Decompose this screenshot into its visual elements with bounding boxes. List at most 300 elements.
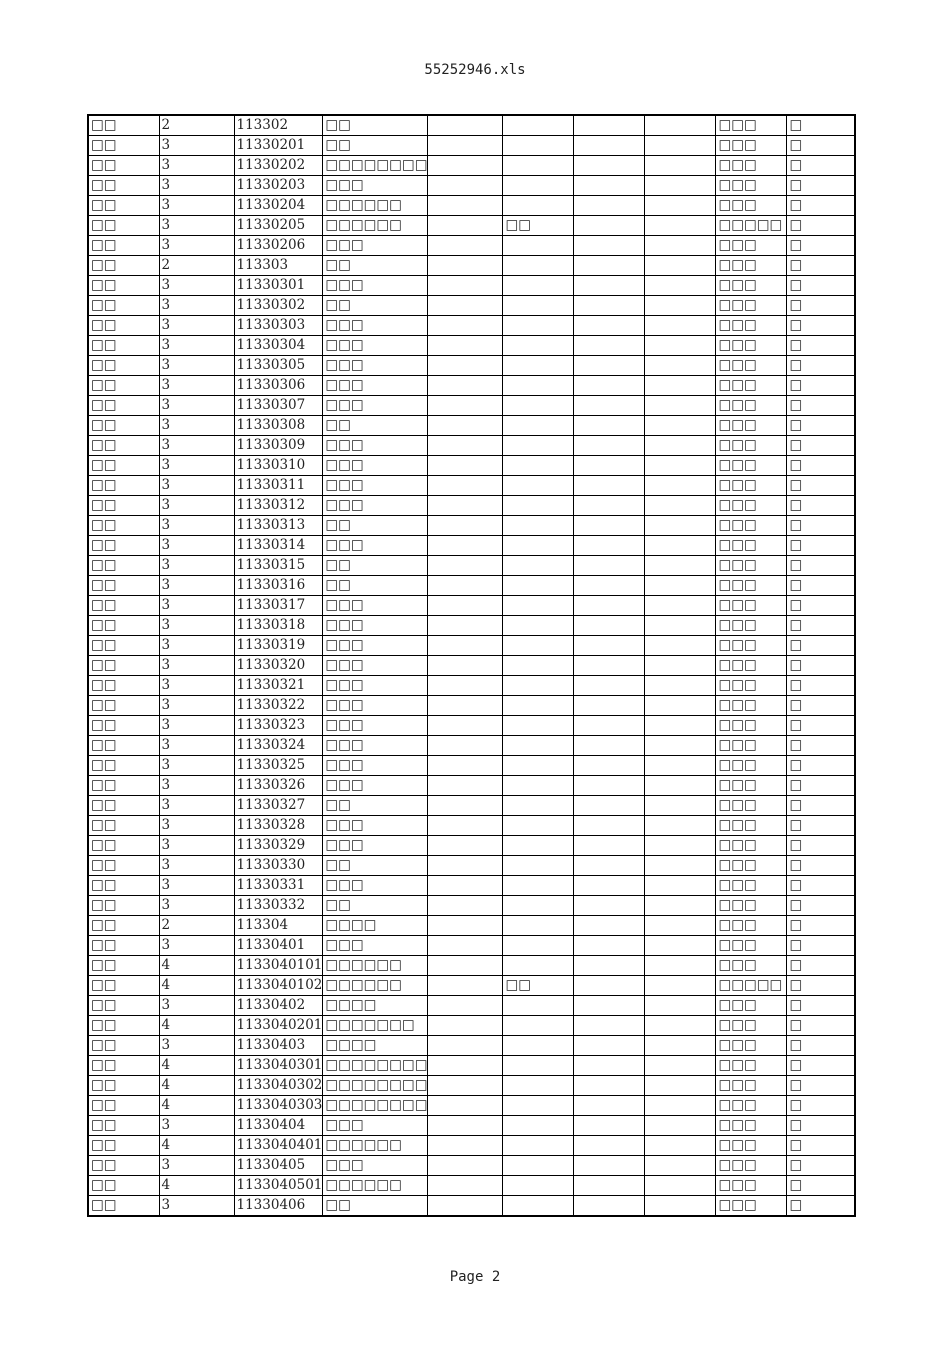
- cell-name: □□□: [323, 176, 428, 196]
- cell-flag: [503, 1036, 574, 1056]
- cell-name: □□: [323, 856, 428, 876]
- cell-name: □□□□□□□□: [323, 1056, 428, 1076]
- cell-mark: □: [787, 956, 855, 976]
- cell-blank: [428, 336, 503, 356]
- cell-flag: [503, 1076, 574, 1096]
- cell-category: □□: [88, 756, 159, 776]
- table-row: [88, 256, 855, 276]
- cell-blank: [574, 256, 645, 276]
- cell-blank: [428, 636, 503, 656]
- cell-code: 11330402: [234, 996, 323, 1016]
- cell-blank: [574, 1156, 645, 1176]
- cell-blank: [645, 316, 716, 336]
- cell-blank: [428, 136, 503, 156]
- cell-category: □□: [88, 996, 159, 1016]
- cell-name: □□□: [323, 496, 428, 516]
- cell-level: 3: [159, 556, 234, 576]
- cell-blank: [574, 1196, 645, 1217]
- cell-blank: [574, 976, 645, 996]
- cell-category: □□: [88, 256, 159, 276]
- cell-type: □□□: [716, 356, 787, 376]
- cell-category: □□: [88, 516, 159, 536]
- cell-blank: [645, 956, 716, 976]
- cell-level: 3: [159, 356, 234, 376]
- cell-type: □□□: [716, 516, 787, 536]
- cell-name: □□□□□□: [323, 956, 428, 976]
- cell-mark: □: [787, 436, 855, 456]
- cell-mark: □: [787, 736, 855, 756]
- cell-type: □□□: [716, 736, 787, 756]
- table-row: [88, 676, 855, 696]
- cell-name: □□□□: [323, 1036, 428, 1056]
- cell-level: 3: [159, 736, 234, 756]
- cell-blank: [428, 576, 503, 596]
- cell-blank: [574, 216, 645, 236]
- cell-level: 3: [159, 876, 234, 896]
- cell-level: 3: [159, 136, 234, 156]
- spreadsheet-body: [88, 115, 855, 1216]
- cell-blank: [428, 996, 503, 1016]
- cell-type: □□□: [716, 1036, 787, 1056]
- table-row: [88, 796, 855, 816]
- table-row: [88, 856, 855, 876]
- document-filename: 55252946.xls: [424, 62, 526, 78]
- cell-code: 11330329: [234, 836, 323, 856]
- cell-blank: [574, 876, 645, 896]
- cell-blank: [428, 596, 503, 616]
- cell-level: 3: [159, 216, 234, 236]
- cell-code: 11330308: [234, 416, 323, 436]
- cell-blank: [645, 856, 716, 876]
- cell-flag: [503, 876, 574, 896]
- table-row: [88, 636, 855, 656]
- cell-flag: [503, 356, 574, 376]
- cell-code: 11330317: [234, 596, 323, 616]
- cell-blank: [428, 776, 503, 796]
- cell-type: □□□: [716, 1176, 787, 1196]
- cell-category: □□: [88, 656, 159, 676]
- cell-blank: [574, 456, 645, 476]
- cell-code: 113304: [234, 916, 323, 936]
- cell-blank: [645, 796, 716, 816]
- cell-code: 11330309: [234, 436, 323, 456]
- cell-blank: [574, 1016, 645, 1036]
- cell-blank: [574, 396, 645, 416]
- cell-blank: [574, 436, 645, 456]
- cell-blank: [428, 236, 503, 256]
- cell-category: □□: [88, 476, 159, 496]
- cell-flag: [503, 596, 574, 616]
- cell-blank: [645, 456, 716, 476]
- cell-level: 4: [159, 1076, 234, 1096]
- cell-name: □□: [323, 296, 428, 316]
- cell-blank: [645, 256, 716, 276]
- cell-category: □□: [88, 916, 159, 936]
- table-row: [88, 416, 855, 436]
- cell-blank: [574, 356, 645, 376]
- cell-flag: [503, 1176, 574, 1196]
- cell-code: 11330302: [234, 296, 323, 316]
- table-row: [88, 236, 855, 256]
- cell-category: □□: [88, 356, 159, 376]
- cell-level: 3: [159, 496, 234, 516]
- cell-flag: [503, 556, 574, 576]
- cell-name: □□□: [323, 776, 428, 796]
- cell-flag: [503, 1196, 574, 1217]
- cell-blank: [645, 636, 716, 656]
- cell-category: □□: [88, 576, 159, 596]
- cell-flag: [503, 736, 574, 756]
- cell-level: 3: [159, 756, 234, 776]
- cell-blank: [428, 836, 503, 856]
- table-row: [88, 1056, 855, 1076]
- cell-type: □□□: [716, 1076, 787, 1096]
- cell-flag: [503, 916, 574, 936]
- cell-blank: [645, 896, 716, 916]
- cell-mark: □: [787, 1056, 855, 1076]
- cell-level: 3: [159, 796, 234, 816]
- cell-level: 2: [159, 115, 234, 136]
- cell-category: □□: [88, 136, 159, 156]
- cell-mark: □: [787, 536, 855, 556]
- cell-code: 11330403: [234, 1036, 323, 1056]
- cell-flag: [503, 115, 574, 136]
- cell-blank: [428, 496, 503, 516]
- cell-blank: [428, 276, 503, 296]
- cell-level: 3: [159, 816, 234, 836]
- table-row: [88, 115, 855, 136]
- table-row: [88, 756, 855, 776]
- cell-code: 11330328: [234, 816, 323, 836]
- table-row: [88, 276, 855, 296]
- spreadsheet-table: [87, 114, 856, 1217]
- cell-type: □□□: [716, 1056, 787, 1076]
- cell-mark: □: [787, 996, 855, 1016]
- table-row: [88, 1036, 855, 1056]
- cell-level: 3: [159, 476, 234, 496]
- cell-blank: [428, 736, 503, 756]
- cell-blank: [428, 1056, 503, 1076]
- cell-blank: [574, 1116, 645, 1136]
- cell-code: 11330325: [234, 756, 323, 776]
- cell-mark: □: [787, 456, 855, 476]
- cell-type: □□□: [716, 776, 787, 796]
- cell-blank: [645, 296, 716, 316]
- cell-type: □□□: [716, 556, 787, 576]
- cell-flag: [503, 1136, 574, 1156]
- table-row: [88, 956, 855, 976]
- cell-blank: [645, 1056, 716, 1076]
- cell-blank: [428, 1096, 503, 1116]
- cell-blank: [574, 1096, 645, 1116]
- cell-category: □□: [88, 1136, 159, 1156]
- cell-mark: □: [787, 676, 855, 696]
- table-row: [88, 436, 855, 456]
- cell-level: 3: [159, 696, 234, 716]
- cell-mark: □: [787, 316, 855, 336]
- table-row: [88, 1196, 855, 1217]
- cell-name: □□□: [323, 336, 428, 356]
- cell-blank: [574, 115, 645, 136]
- cell-name: □□□: [323, 376, 428, 396]
- cell-flag: □□: [503, 216, 574, 236]
- cell-blank: [428, 716, 503, 736]
- cell-blank: [574, 776, 645, 796]
- cell-mark: □: [787, 696, 855, 716]
- cell-code: 11330322: [234, 696, 323, 716]
- table-row: [88, 656, 855, 676]
- cell-blank: [645, 1156, 716, 1176]
- cell-flag: [503, 936, 574, 956]
- table-row: [88, 316, 855, 336]
- cell-name: □□□□: [323, 996, 428, 1016]
- cell-type: □□□: [716, 296, 787, 316]
- cell-name: □□: [323, 115, 428, 136]
- cell-category: □□: [88, 1056, 159, 1076]
- cell-flag: [503, 896, 574, 916]
- cell-blank: [645, 1136, 716, 1156]
- cell-blank: [428, 156, 503, 176]
- cell-flag: [503, 836, 574, 856]
- cell-blank: [645, 776, 716, 796]
- cell-flag: [503, 396, 574, 416]
- cell-level: 3: [159, 236, 234, 256]
- cell-type: □□□: [716, 316, 787, 336]
- cell-blank: [645, 376, 716, 396]
- cell-category: □□: [88, 556, 159, 576]
- cell-name: □□: [323, 136, 428, 156]
- cell-type: □□□: [716, 956, 787, 976]
- cell-name: □□□: [323, 436, 428, 456]
- cell-category: □□: [88, 776, 159, 796]
- cell-blank: [428, 876, 503, 896]
- cell-code: 11330307: [234, 396, 323, 416]
- cell-name: □□□: [323, 816, 428, 836]
- cell-mark: □: [787, 356, 855, 376]
- cell-level: 3: [159, 416, 234, 436]
- cell-category: □□: [88, 836, 159, 856]
- cell-blank: [428, 1116, 503, 1136]
- cell-level: 3: [159, 776, 234, 796]
- cell-type: □□□: [716, 796, 787, 816]
- cell-blank: [645, 416, 716, 436]
- cell-mark: □: [787, 816, 855, 836]
- cell-blank: [645, 236, 716, 256]
- table-row: [88, 576, 855, 596]
- cell-type: □□□: [716, 896, 787, 916]
- cell-name: □□□: [323, 836, 428, 856]
- cell-level: 3: [159, 176, 234, 196]
- cell-category: □□: [88, 1036, 159, 1056]
- table-row: [88, 556, 855, 576]
- cell-flag: [503, 496, 574, 516]
- cell-category: □□: [88, 336, 159, 356]
- cell-flag: [503, 296, 574, 316]
- cell-blank: [574, 656, 645, 676]
- cell-code: 11330321: [234, 676, 323, 696]
- cell-blank: [574, 496, 645, 516]
- cell-blank: [574, 196, 645, 216]
- cell-blank: [428, 296, 503, 316]
- cell-category: □□: [88, 396, 159, 416]
- cell-blank: [574, 1056, 645, 1076]
- cell-level: 3: [159, 156, 234, 176]
- cell-flag: [503, 616, 574, 636]
- cell-type: □□□: [716, 656, 787, 676]
- cell-blank: [574, 736, 645, 756]
- cell-code: 1133040303: [234, 1096, 323, 1116]
- cell-category: □□: [88, 636, 159, 656]
- cell-name: □□□: [323, 936, 428, 956]
- cell-blank: [574, 676, 645, 696]
- cell-blank: [574, 856, 645, 876]
- table-row: [88, 776, 855, 796]
- cell-mark: □: [787, 576, 855, 596]
- cell-name: □□: [323, 576, 428, 596]
- cell-code: 11330319: [234, 636, 323, 656]
- cell-category: □□: [88, 276, 159, 296]
- cell-type: □□□: [716, 256, 787, 276]
- cell-type: □□□: [716, 916, 787, 936]
- cell-name: □□□□□□: [323, 196, 428, 216]
- cell-category: □□: [88, 1076, 159, 1096]
- table-row: [88, 476, 855, 496]
- cell-code: 1133040101: [234, 956, 323, 976]
- cell-blank: [428, 976, 503, 996]
- cell-name: □□□: [323, 636, 428, 656]
- cell-blank: [645, 556, 716, 576]
- table-row: [88, 376, 855, 396]
- cell-blank: [574, 136, 645, 156]
- cell-code: 11330203: [234, 176, 323, 196]
- cell-mark: □: [787, 1156, 855, 1176]
- cell-level: 3: [159, 636, 234, 656]
- cell-blank: [645, 656, 716, 676]
- cell-flag: [503, 436, 574, 456]
- cell-type: □□□: [716, 496, 787, 516]
- cell-blank: [428, 416, 503, 436]
- cell-code: 11330318: [234, 616, 323, 636]
- cell-type: □□□: [716, 236, 787, 256]
- cell-blank: [428, 896, 503, 916]
- cell-blank: [645, 1196, 716, 1217]
- cell-flag: [503, 416, 574, 436]
- cell-flag: [503, 316, 574, 336]
- cell-blank: [574, 756, 645, 776]
- cell-type: □□□: [716, 416, 787, 436]
- cell-type: □□□: [716, 1156, 787, 1176]
- cell-blank: [574, 556, 645, 576]
- cell-category: □□: [88, 796, 159, 816]
- cell-mark: □: [787, 516, 855, 536]
- cell-name: □□□: [323, 396, 428, 416]
- cell-code: 11330201: [234, 136, 323, 156]
- table-row: [88, 976, 855, 996]
- cell-code: 1133040201: [234, 1016, 323, 1036]
- cell-type: □□□: [716, 936, 787, 956]
- cell-mark: □: [787, 115, 855, 136]
- cell-level: 4: [159, 976, 234, 996]
- cell-type: □□□: [716, 536, 787, 556]
- cell-name: □□□: [323, 536, 428, 556]
- table-row: [88, 456, 855, 476]
- cell-blank: [645, 156, 716, 176]
- cell-name: □□□□□□□□: [323, 156, 428, 176]
- table-row: [88, 716, 855, 736]
- cell-mark: □: [787, 1196, 855, 1217]
- cell-code: 11330303: [234, 316, 323, 336]
- cell-blank: [574, 936, 645, 956]
- cell-blank: [574, 476, 645, 496]
- cell-category: □□: [88, 596, 159, 616]
- cell-mark: □: [787, 756, 855, 776]
- cell-blank: [645, 596, 716, 616]
- cell-mark: □: [787, 916, 855, 936]
- cell-flag: [503, 816, 574, 836]
- cell-blank: [574, 336, 645, 356]
- cell-level: 2: [159, 916, 234, 936]
- cell-code: 11330315: [234, 556, 323, 576]
- cell-blank: [574, 176, 645, 196]
- cell-blank: [428, 176, 503, 196]
- cell-name: □□□: [323, 616, 428, 636]
- cell-level: 3: [159, 336, 234, 356]
- table-row: [88, 996, 855, 1016]
- cell-flag: [503, 456, 574, 476]
- cell-level: 3: [159, 276, 234, 296]
- cell-blank: [645, 115, 716, 136]
- table-row: [88, 296, 855, 316]
- cell-flag: [503, 176, 574, 196]
- cell-name: □□□: [323, 236, 428, 256]
- table-row: [88, 496, 855, 516]
- cell-category: □□: [88, 1196, 159, 1217]
- table-row: [88, 1096, 855, 1116]
- cell-code: 11330206: [234, 236, 323, 256]
- cell-mark: □: [787, 1016, 855, 1036]
- cell-code: 1133040102: [234, 976, 323, 996]
- cell-name: □□□: [323, 356, 428, 376]
- table-row: [88, 1176, 855, 1196]
- cell-code: 11330327: [234, 796, 323, 816]
- cell-blank: [645, 736, 716, 756]
- cell-type: □□□: [716, 436, 787, 456]
- cell-blank: [645, 1176, 716, 1196]
- cell-level: 3: [159, 1156, 234, 1176]
- cell-name: □□: [323, 1196, 428, 1217]
- cell-type: □□□: [716, 456, 787, 476]
- cell-name: □□□: [323, 876, 428, 896]
- cell-code: 1133040501: [234, 1176, 323, 1196]
- cell-type: □□□: [716, 836, 787, 856]
- cell-blank: [574, 616, 645, 636]
- cell-level: 3: [159, 576, 234, 596]
- cell-flag: [503, 1156, 574, 1176]
- cell-code: 11330305: [234, 356, 323, 376]
- cell-level: 3: [159, 1116, 234, 1136]
- cell-flag: [503, 696, 574, 716]
- cell-mark: □: [787, 196, 855, 216]
- cell-blank: [428, 1036, 503, 1056]
- cell-blank: [574, 996, 645, 1016]
- table-row: [88, 696, 855, 716]
- cell-category: □□: [88, 296, 159, 316]
- cell-blank: [428, 556, 503, 576]
- cell-flag: □□: [503, 976, 574, 996]
- cell-type: □□□: [716, 1016, 787, 1036]
- cell-blank: [428, 656, 503, 676]
- cell-category: □□: [88, 956, 159, 976]
